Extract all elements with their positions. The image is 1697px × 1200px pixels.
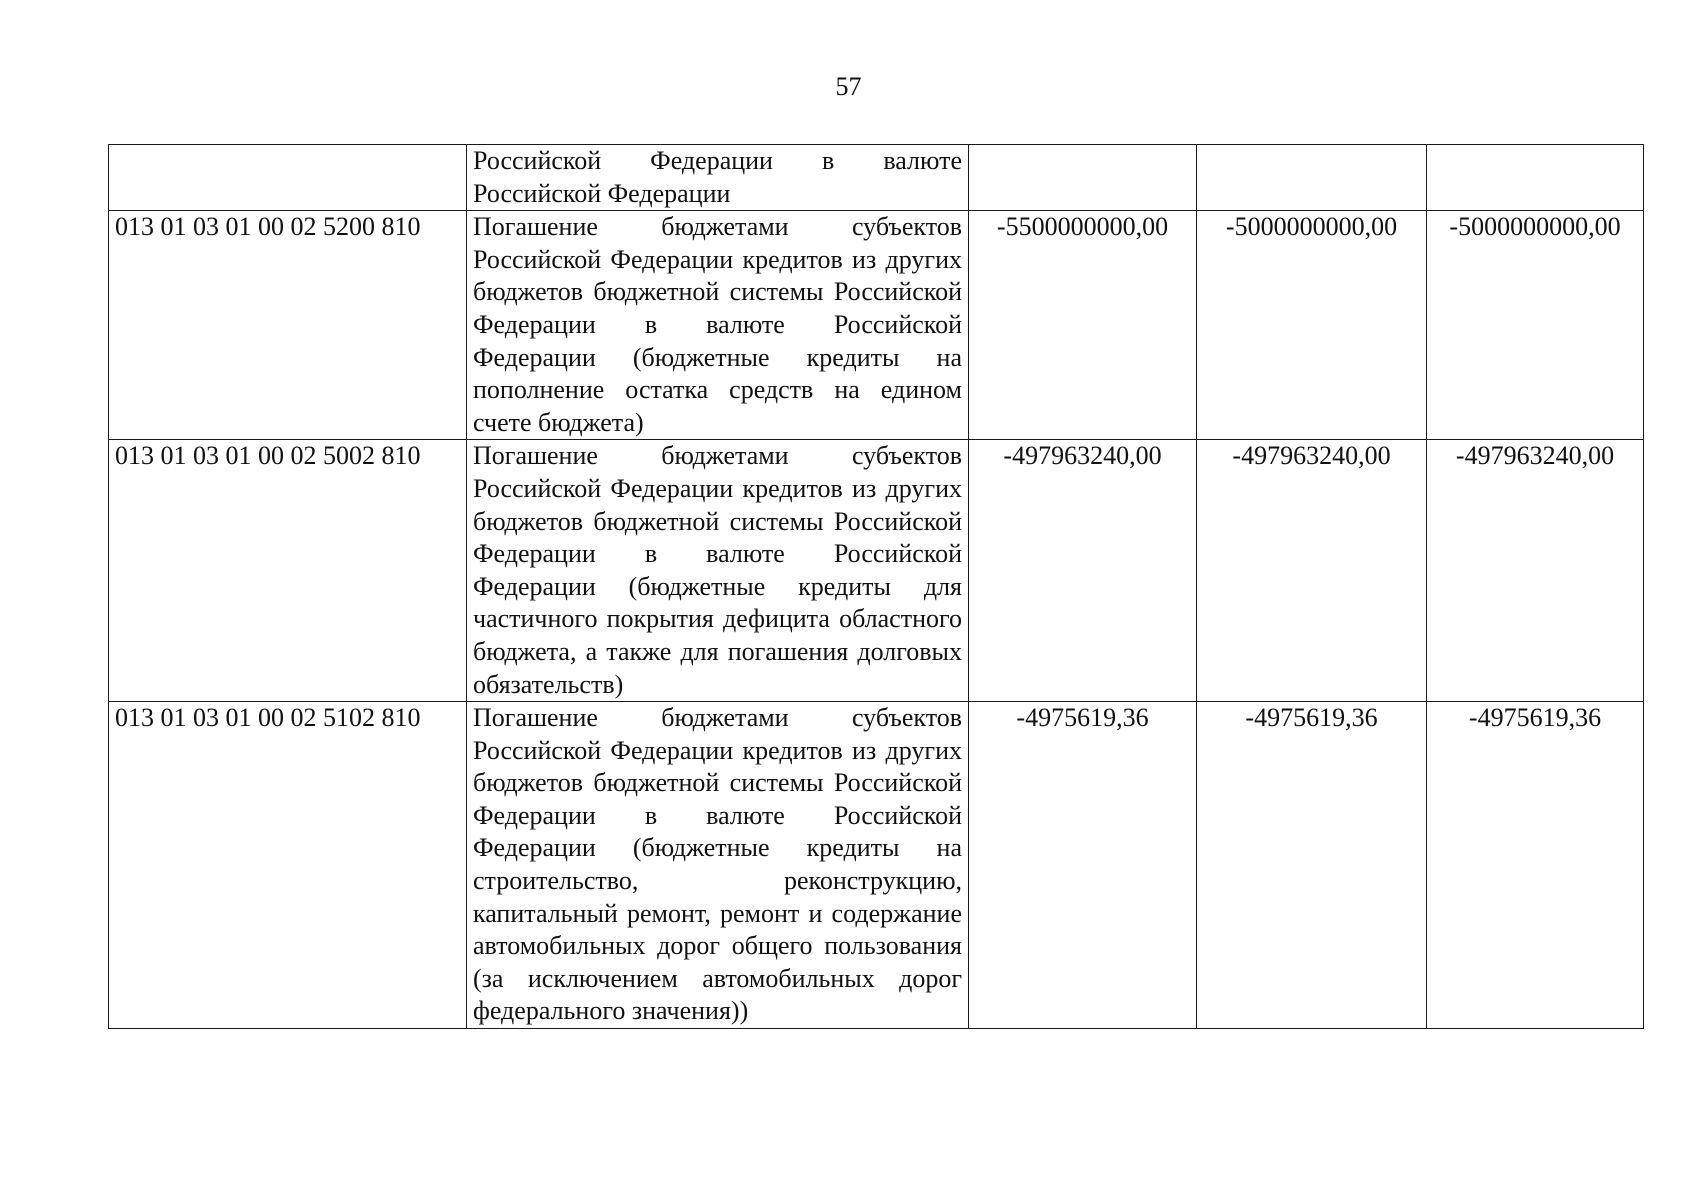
description-cell: Российской Федерации в валюте Российской Федерации [467, 145, 969, 211]
table-row [109, 440, 1644, 702]
table-row [109, 702, 1644, 1029]
amount-cell-3: -497963240,00 [1427, 440, 1644, 702]
page-number: 57 [835, 72, 862, 101]
budget-code-cell: 013 01 03 01 00 02 5200 810 [109, 211, 467, 440]
description-cell: Погашение бюджетами субъектов Российской Федерации кредитов из других бюджетов бюджетной системы Российской Федерации в валюте Российской Федерации (бюджетные кредиты на пополнение остатка средств на едином счете бюджета) [467, 211, 969, 440]
amount-cell-1: -5500000000,00 [969, 211, 1197, 440]
budget-code-cell: 013 01 03 01 00 02 5002 810 [109, 440, 467, 702]
amount-cell-1 [969, 145, 1197, 211]
amount-cell-2 [1197, 145, 1427, 211]
table-row [109, 145, 1644, 211]
amount-cell-2: -4975619,36 [1197, 702, 1427, 1029]
amount-cell-3 [1427, 145, 1644, 211]
table-row [109, 211, 1644, 440]
budget-table [108, 144, 1644, 1029]
amount-cell-2: -497963240,00 [1197, 440, 1427, 702]
amount-cell-1: -4975619,36 [969, 702, 1197, 1029]
budget-code-cell [109, 145, 467, 211]
amount-cell-1: -497963240,00 [969, 440, 1197, 702]
amount-cell-3: -4975619,36 [1427, 702, 1644, 1029]
amount-cell-3: -5000000000,00 [1427, 211, 1644, 440]
description-cell: Погашение бюджетами субъектов Российской Федерации кредитов из других бюджетов бюджетной системы Российской Федерации в валюте Российской Федерации (бюджетные кредиты для частичного покрытия дефицита областного бюджета, а также для погашения долговых обязательств) [467, 440, 969, 702]
amount-cell-2: -5000000000,00 [1197, 211, 1427, 440]
description-cell: Погашение бюджетами субъектов Российской Федерации кредитов из других бюджетов бюджетной системы Российской Федерации в валюте Российской Федерации (бюджетные кредиты на строительство, реконструкцию, капитальный ремонт, ремонт и содержание автомобильных дорог общего пользования (за исключением автомобильных дорог федерального значения)) [467, 702, 969, 1029]
budget-code-cell: 013 01 03 01 00 02 5102 810 [109, 702, 467, 1029]
